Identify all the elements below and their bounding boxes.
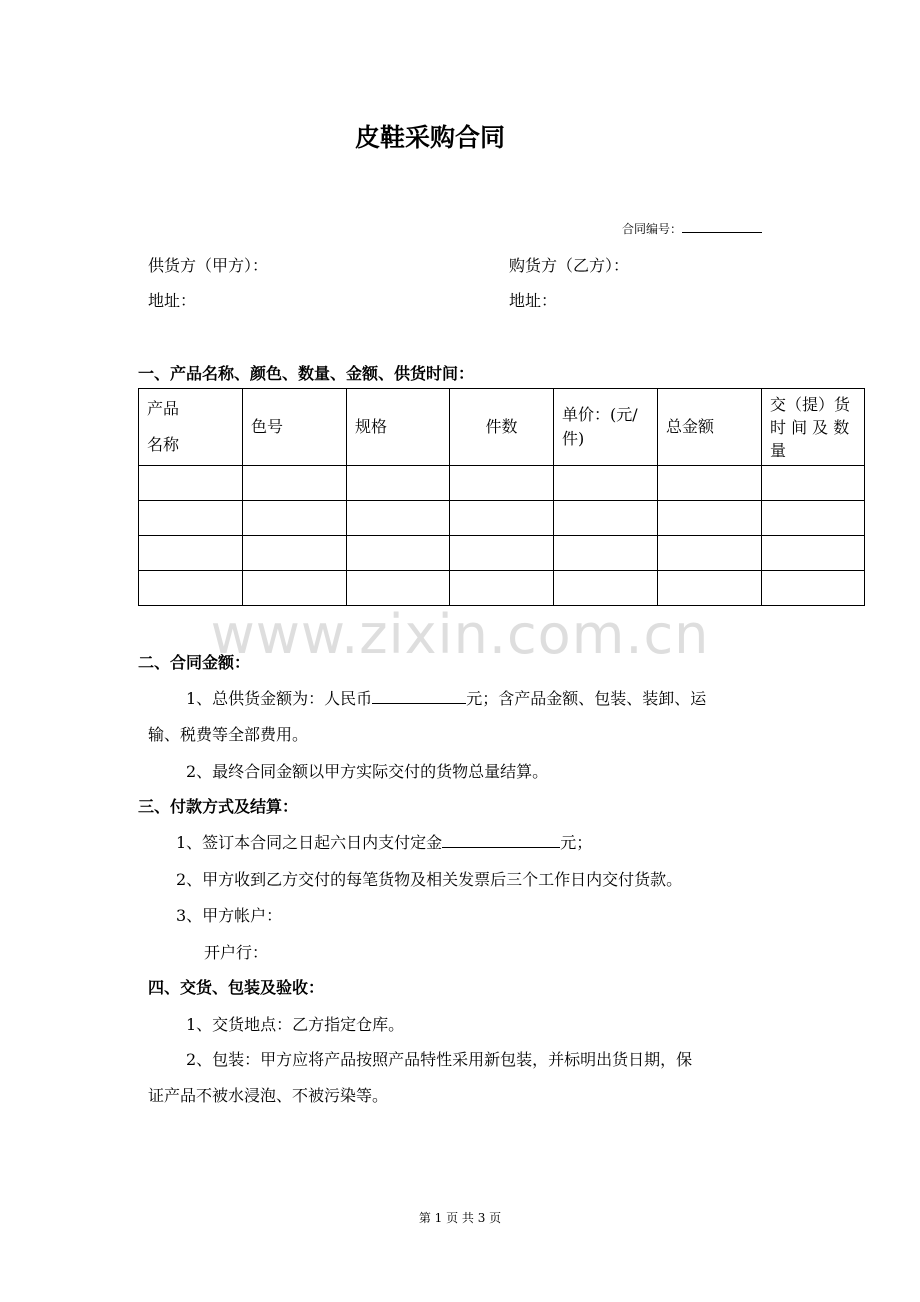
table-cell[interactable] — [347, 536, 450, 571]
page-footer: 第 1 页 共 3 页 — [418, 1211, 502, 1225]
header-cell-product-name — [139, 389, 243, 466]
header-line: 量 — [770, 440, 787, 460]
table-cell[interactable] — [658, 571, 762, 606]
section2-item2: 2、最终合同金额以甲方实际交付的货物总量结算。 — [186, 762, 549, 781]
table-row — [139, 536, 865, 571]
buyer-address-label: 地址： — [509, 291, 558, 310]
table-cell[interactable] — [554, 501, 658, 536]
supplier-label: 供货方（甲方）： — [148, 256, 269, 275]
header-cell-total — [658, 389, 762, 466]
table-header-row — [139, 389, 865, 466]
table-row — [139, 501, 865, 536]
table-cell[interactable] — [243, 536, 347, 571]
table-cell[interactable] — [762, 571, 865, 606]
header-line: 交（提）货 — [770, 394, 851, 414]
section4-item1: 1、交货地点：乙方指定仓库。 — [186, 1015, 405, 1034]
table-cell[interactable] — [762, 536, 865, 571]
section2-item1-text-cont: 元；含产品金额、包装、装卸、运 — [466, 689, 707, 708]
table-cell[interactable] — [243, 466, 347, 501]
header-line: 件数 — [485, 417, 518, 436]
contract-number — [622, 218, 762, 237]
deposit-blank[interactable] — [442, 833, 560, 848]
section2-item1 — [186, 686, 706, 709]
supplier-address-label: 地址： — [148, 291, 197, 310]
section4-item2: 2、包装：甲方应将产品按照产品特性采用新包装，并标明出货日期，保 — [186, 1050, 693, 1069]
table-cell[interactable] — [554, 466, 658, 501]
section3-item1-text-cont: 元； — [560, 833, 593, 852]
header-cell-quantity — [450, 389, 554, 466]
table-cell[interactable] — [347, 571, 450, 606]
table-row — [139, 571, 865, 606]
table-cell[interactable] — [554, 536, 658, 571]
section3-item3: 3、甲方帐户： — [176, 906, 283, 925]
section1-heading: 一、产品名称、颜色、数量、金额、供货时间： — [138, 364, 475, 383]
table-cell[interactable] — [450, 536, 554, 571]
table-row — [139, 466, 865, 501]
contract-number-label: 合同编号： — [622, 222, 683, 236]
table-cell[interactable] — [347, 501, 450, 536]
section2-item1-text: 1、总供货金额为：人民币 — [186, 689, 373, 708]
section4-item2-continuation: 证产品不被水浸泡、不被污染等。 — [148, 1086, 389, 1105]
buyer-label: 购货方（乙方）： — [509, 256, 630, 275]
table-cell[interactable] — [139, 466, 243, 501]
table-cell[interactable] — [762, 501, 865, 536]
section3-bank: 开户行： — [204, 943, 269, 962]
table-cell[interactable] — [450, 466, 554, 501]
table-cell[interactable] — [139, 536, 243, 571]
header-line: 单价：(元/ — [562, 405, 638, 424]
table-cell[interactable] — [243, 571, 347, 606]
header-line: 产品 — [147, 399, 180, 418]
section3-item1 — [176, 830, 592, 853]
header-line: 规格 — [355, 417, 388, 436]
header-cell-color — [243, 389, 347, 466]
table-cell[interactable] — [450, 501, 554, 536]
table-cell[interactable] — [347, 466, 450, 501]
header-line: 时 间 及 数 — [770, 417, 850, 437]
table-cell[interactable] — [658, 536, 762, 571]
product-table — [138, 388, 865, 606]
total-amount-blank[interactable] — [372, 689, 466, 704]
watermark: www.zixin.com.cn — [210, 603, 710, 666]
header-line: 名称 — [147, 435, 180, 454]
table-cell[interactable] — [762, 466, 865, 501]
table-cell[interactable] — [450, 571, 554, 606]
table-cell[interactable] — [139, 501, 243, 536]
table-cell[interactable] — [139, 571, 243, 606]
table-cell[interactable] — [658, 501, 762, 536]
contract-number-blank[interactable] — [682, 218, 762, 233]
section3-heading: 三、付款方式及结算： — [138, 797, 299, 816]
section4-heading: 四、交货、包装及验收： — [148, 978, 325, 997]
section3-item1-text: 1、签订本合同之日起六日内支付定金 — [176, 833, 443, 852]
document-title: 皮鞋采购合同 — [354, 123, 505, 152]
header-cell-spec — [347, 389, 450, 466]
table-cell[interactable] — [554, 571, 658, 606]
section3-item2: 2、甲方收到乙方交付的每笔货物及相关发票后三个工作日内交付货款。 — [176, 870, 683, 889]
header-line: 件) — [562, 429, 585, 448]
table-cell[interactable] — [243, 501, 347, 536]
header-cell-delivery — [762, 389, 865, 466]
section2-heading: 二、合同金额： — [138, 653, 251, 672]
header-line: 总金额 — [666, 417, 715, 436]
table-cell[interactable] — [658, 466, 762, 501]
header-line: 色号 — [251, 417, 284, 436]
section2-item1-continuation: 输、税费等全部费用。 — [148, 725, 309, 744]
header-cell-unit-price — [554, 389, 658, 466]
